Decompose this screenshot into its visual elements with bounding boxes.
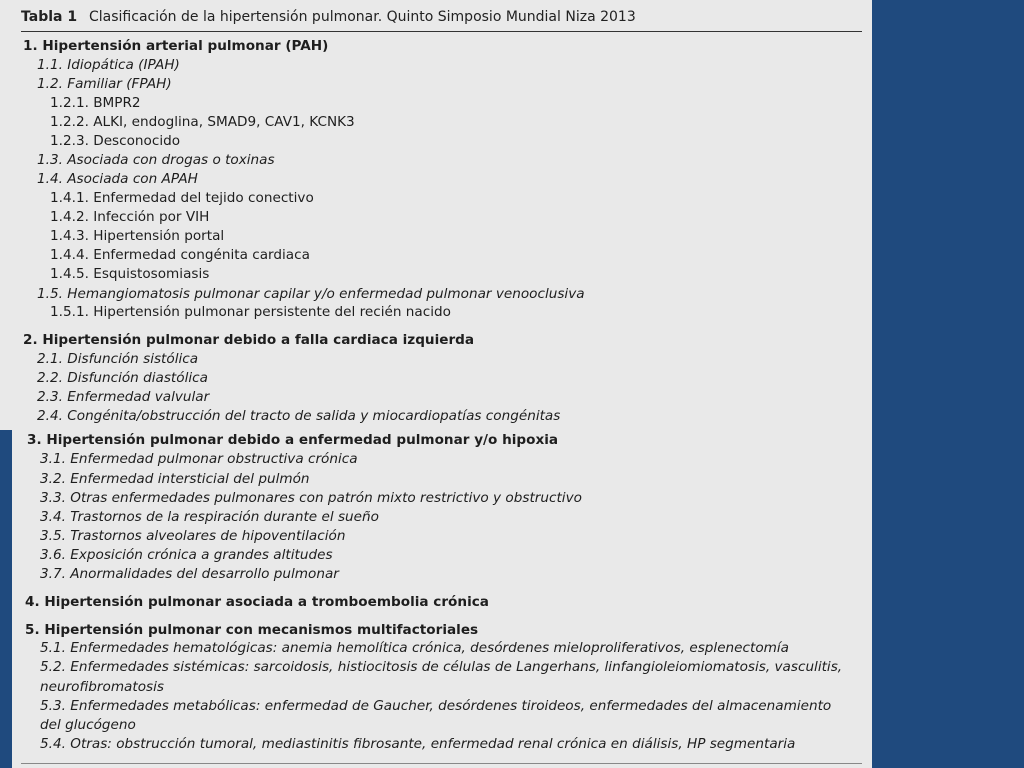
subtype-item: 1.2.3. Desconocido (50, 133, 181, 149)
subcategory-item: 5.3. Enfermedades metabólicas: enfermedad de Gaucher, desórdenes tiroideos, enfermedades del almacenamiento (40, 698, 832, 714)
subcategory-item: neurofibromatosis (40, 679, 164, 695)
subtype-item: 1.4.1. Enfermedad del tejido conectivo (50, 190, 314, 206)
category-heading: 4. Hipertensión pulmonar asociada a tromboembolia crónica (25, 594, 489, 610)
subtype-item: 1.4.3. Hipertensión portal (50, 228, 225, 244)
subcategory-item: 1.5. Hemangiomatosis pulmonar capilar y/o enfermedad pulmonar venooclusiva (37, 286, 585, 302)
subcategory-item: del glucógeno (40, 717, 136, 733)
subcategory-item: 3.5. Trastornos alveolares de hipoventilación (40, 528, 346, 544)
table-title: Clasificación de la hipertensión pulmonar. Quinto Simposio Mundial Niza 2013 (89, 9, 636, 25)
category-heading: 1. Hipertensión arterial pulmonar (PAH) (23, 38, 329, 54)
subcategory-item: 1.3. Asociada con drogas o toxinas (37, 152, 275, 168)
subtype-item: 1.4.5. Esquistosomiasis (50, 266, 210, 282)
subtype-item: 1.4.4. Enfermedad congénita cardiaca (50, 247, 310, 263)
subcategory-item: 2.4. Congénita/obstrucción del tracto de salida y miocardiopatías congénitas (37, 408, 561, 424)
footer-rule (21, 763, 862, 764)
subcategory-item: 2.1. Disfunción sistólica (37, 351, 199, 367)
subtype-item: 1.4.2. Infección por VIH (50, 209, 210, 225)
subcategory-item: 2.3. Enfermedad valvular (37, 389, 210, 405)
subcategory-item: 1.4. Asociada con APAH (37, 171, 198, 187)
subcategory-item: 3.1. Enfermedad pulmonar obstructiva crónica (40, 451, 358, 467)
subcategory-item: 1.2. Familiar (FPAH) (37, 76, 172, 92)
subcategory-item: 3.4. Trastornos de la respiración durante el sueño (40, 509, 379, 525)
subcategory-item: 5.4. Otras: obstrucción tumoral, mediastinitis fibrosante, enfermedad renal crónica en diálisis, HP segmentaria (40, 736, 796, 752)
subcategory-item: 5.2. Enfermedades sistémicas: sarcoidosis, histiocitosis de células de Langerhans, linfangioleiomiomatosis, vasculitis, (40, 659, 843, 675)
slide-left-strip (0, 430, 12, 768)
table-number: Tabla 1 (21, 9, 78, 25)
subcategory-item: 3.2. Enfermedad intersticial del pulmón (40, 471, 310, 487)
category-heading: 2. Hipertensión pulmonar debido a falla cardiaca izquierda (23, 332, 475, 348)
subtype-item: 1.2.1. BMPR2 (50, 95, 141, 111)
subcategory-item: 3.7. Anormalidades del desarrollo pulmonar (40, 566, 339, 582)
category-heading: 5. Hipertensión pulmonar con mecanismos multifactoriales (25, 622, 479, 638)
subcategory-item: 5.1. Enfermedades hematológicas: anemia hemolítica crónica, desórdenes mieloproliferativos, esplenectomía (40, 640, 790, 656)
subtype-item: 1.5.1. Hipertensión pulmonar persistente del recién nacido (50, 304, 451, 320)
category-heading: 3. Hipertensión pulmonar debido a enfermedad pulmonar y/o hipoxia (27, 432, 559, 448)
subtype-item: 1.2.2. ALKI, endoglina, SMAD9, CAV1, KCNK3 (50, 114, 355, 130)
subcategory-item: 1.1. Idiopática (IPAH) (37, 57, 180, 73)
subcategory-item: 3.6. Exposición crónica a grandes altitudes (40, 547, 333, 563)
subcategory-item: 2.2. Disfunción diastólica (37, 370, 208, 386)
subcategory-item: 3.3. Otras enfermedades pulmonares con patrón mixto restrictivo y obstructivo (40, 490, 582, 506)
